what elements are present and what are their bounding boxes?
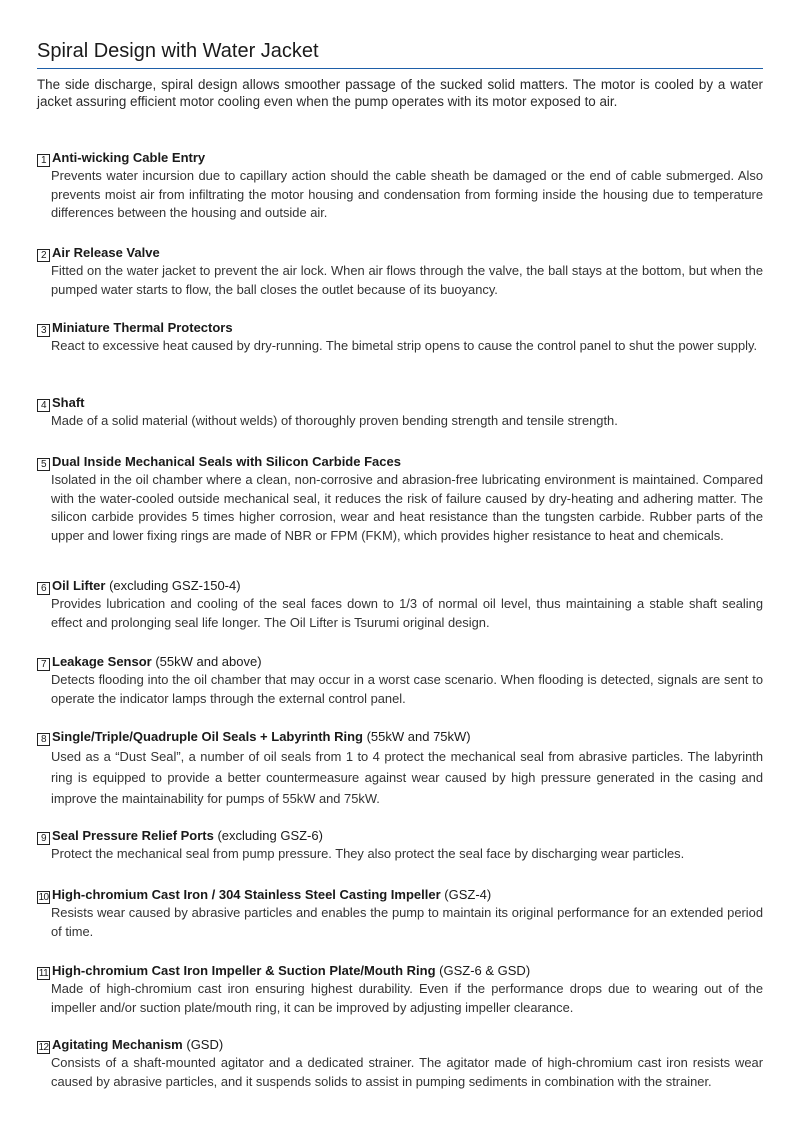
page-title: Spiral Design with Water Jacket	[37, 40, 319, 62]
feature-description: Made of high-chromium cast iron ensuring highest durability. Even if the performance drops due to wearing out of the impeller and/or suction plate/mouth ring, it can be improved by adjusting impeller clearance.	[51, 981, 763, 1015]
feature-title: Air Release Valve	[52, 245, 160, 260]
feature-title: Single/Triple/Quadruple Oil Seals + Labyrinth Ring	[52, 729, 363, 744]
feature-number: 7	[37, 658, 50, 671]
feature-number: 9	[37, 832, 50, 845]
feature-item	[37, 150, 763, 223]
feature-number: 3	[37, 324, 50, 337]
feature-description: Isolated in the oil chamber where a clean, non-corrosive and abrasion-free lubricating environment is maintained. Compared with the water-cooled outside mechanical seal, it reduces the risk of failure caused by dry-heating and adhering matter. The silicon carbide provides 5 times higher corrosion, wear and heat resistance than the tungsten carbide. Rubber parts of the upper and lower fixing rings are made of NBR or FPM (FKM), which provides higher resistance to heat and chemicals.	[51, 472, 763, 543]
feature-description: Consists of a shaft-mounted agitator and a dedicated strainer. The agitator made of high-chromium cast iron resists wear caused by abrasive particles, and it suspends solids to assist in pumping sediments in combination with the strainer.	[51, 1055, 763, 1089]
feature-number: 5	[37, 458, 50, 471]
feature-number: 10	[38, 892, 49, 903]
feature-title: Miniature Thermal Protectors	[52, 320, 233, 335]
feature-heading	[37, 729, 763, 746]
feature-note: (55kW and above)	[151, 654, 262, 669]
feature-number: 11	[38, 968, 49, 979]
feature-description: Resists wear caused by abrasive particles and enables the pump to maintain its original performance for an extended period of time.	[51, 905, 763, 939]
feature-heading	[37, 887, 763, 904]
feature-heading	[37, 828, 763, 845]
feature-heading	[37, 963, 763, 980]
feature-heading	[37, 454, 763, 471]
feature-number: 6	[37, 582, 50, 595]
feature-description: Used as a “Dust Seal”, a number of oil seals from 1 to 4 protect the mechanical seal from abrasive particles. The labyrinth ring is equipped to provide a better countermeasure against wear caused by high pressure generated in the casing and improve the maintainability for pumps of 55kW and 75kW.	[51, 749, 763, 806]
feature-item	[37, 245, 763, 299]
feature-description: React to excessive heat caused by dry-running. The bimetal strip opens to cause the control panel to shut the power supply.	[51, 338, 758, 353]
feature-heading	[37, 245, 763, 262]
feature-note: (GSD)	[182, 1037, 224, 1052]
feature-description: Fitted on the water jacket to prevent the air lock. When air flows through the valve, the ball stays at the bottom, but when the pumped water starts to flow, the ball closes the outlet because of its buoyancy.	[51, 263, 763, 297]
feature-number: 12	[38, 1042, 49, 1053]
feature-title: Shaft	[52, 395, 85, 410]
feature-heading	[37, 578, 763, 595]
feature-item	[37, 1037, 763, 1091]
feature-description: Prevents water incursion due to capillary action should the cable sheath be damaged or the end of cable submerged. Also prevents moist air from infiltrating the motor housing and condensation from forming inside the housing due to temperature differences between the housing and outside air.	[51, 168, 763, 220]
feature-heading	[37, 395, 763, 412]
feature-title: Leakage Sensor	[52, 654, 152, 669]
feature-description: Detects flooding into the oil chamber that may occur in a worst case scenario. When flooding is detected, signals are sent to operate the indicator lamps through the external control panel.	[51, 672, 763, 706]
feature-number: 1	[37, 154, 50, 167]
feature-title: Oil Lifter	[52, 578, 106, 593]
feature-title: High-chromium Cast Iron / 304 Stainless Steel Casting Impeller	[52, 887, 441, 902]
title-rule	[37, 68, 763, 69]
feature-item	[37, 729, 763, 809]
feature-item	[37, 828, 763, 864]
feature-item	[37, 963, 763, 1017]
feature-title: Dual Inside Mechanical Seals with Silicon Carbide Faces	[52, 454, 401, 469]
feature-heading	[37, 654, 763, 671]
feature-title: High-chromium Cast Iron Impeller & Suction Plate/Mouth Ring	[52, 963, 436, 978]
feature-note: (excluding GSZ-150-4)	[105, 578, 241, 593]
feature-heading	[37, 320, 763, 337]
feature-number: 2	[37, 249, 50, 262]
feature-description: Protect the mechanical seal from pump pressure. They also protect the seal face by discharging wear particles.	[51, 846, 685, 861]
intro-paragraph: The side discharge, spiral design allows smoother passage of the sucked solid matters. The motor is cooled by a water jacket assuring efficient motor cooling even when the pump operates with its motor exposed to air.	[37, 77, 763, 109]
feature-description: Provides lubrication and cooling of the seal faces down to 1/3 of normal oil level, thus maintaining a stable shaft sealing effect and prolonging seal life longer. The Oil Lifter is Tsurumi original design.	[51, 596, 763, 630]
feature-note: (excluding GSZ-6)	[213, 828, 323, 843]
feature-heading	[37, 150, 763, 167]
feature-item	[37, 887, 763, 941]
feature-title: Agitating Mechanism	[52, 1037, 183, 1052]
feature-item	[37, 654, 763, 708]
feature-note: (GSZ-6 & GSD)	[435, 963, 531, 978]
feature-number: 8	[37, 733, 50, 746]
feature-note: (55kW and 75kW)	[362, 729, 471, 744]
feature-item	[37, 454, 763, 545]
feature-heading	[37, 1037, 763, 1054]
feature-note: (GSZ-4)	[440, 887, 492, 902]
feature-title: Seal Pressure Relief Ports	[52, 828, 214, 843]
feature-item	[37, 578, 763, 632]
feature-item	[37, 320, 763, 356]
feature-description: Made of a solid material (without welds) of thoroughly proven bending strength and tensile strength.	[51, 413, 618, 428]
feature-title: Anti-wicking Cable Entry	[52, 150, 206, 165]
feature-number: 4	[37, 399, 50, 412]
feature-item	[37, 395, 763, 431]
